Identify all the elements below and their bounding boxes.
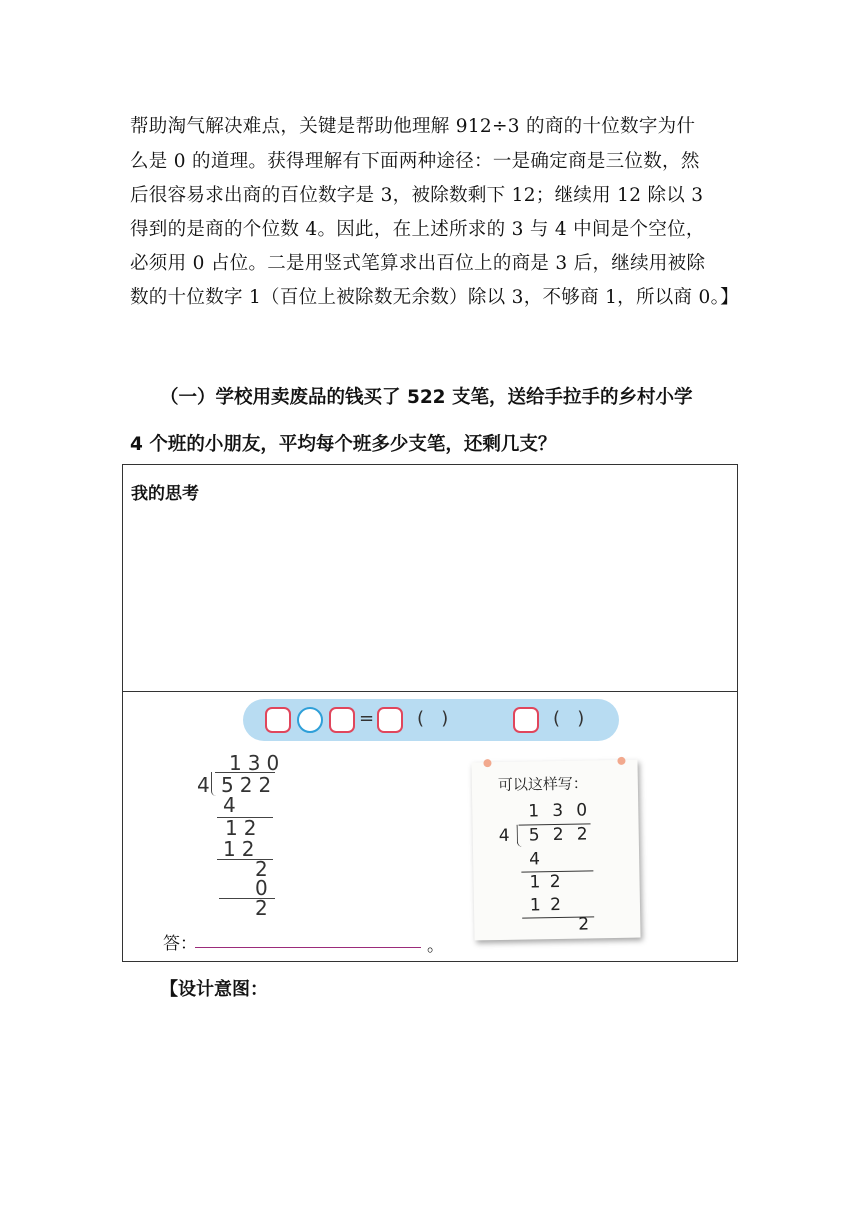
paragraph-line: 后很容易求出商的百位数字是 3，被除数剩下 12；继续用 12 除以 3 — [130, 184, 704, 206]
note-bracket — [517, 825, 522, 847]
note-row: 4 — [528, 849, 541, 870]
note-title: 可以这样写： — [497, 774, 589, 795]
paragraph-line: 必须用 0 占位。二是用竖式笔算求出百位上的商是 3 后，继续用被除 — [130, 252, 706, 274]
pin-icon — [483, 759, 491, 767]
hw-row: 2 — [255, 857, 274, 881]
sample-note-card — [471, 760, 640, 941]
paragraph-line: 得到的是商的个位数 4。因此，在上述所求的 3 与 4 中间是个空位， — [130, 218, 705, 240]
note-quotient-digit: 3 — [552, 800, 564, 822]
paren-blank[interactable]: ( ) — [417, 708, 449, 729]
explanation-paragraph — [130, 110, 740, 315]
note-row: 1 2 — [529, 871, 563, 893]
question-line: 4 个班的小朋友，平均每个班多少支笔，还剩几支？ — [130, 434, 557, 455]
hw-dividend: 522 — [221, 773, 278, 797]
blank-square[interactable] — [265, 707, 291, 733]
answer-blank[interactable] — [195, 947, 421, 948]
hw-row: 2 — [255, 896, 274, 920]
pin-icon — [617, 757, 625, 765]
hw-bracket — [211, 772, 216, 796]
operator-circle[interactable] — [297, 707, 323, 733]
note-divisor: 4 — [498, 825, 510, 846]
blank-square[interactable] — [377, 707, 403, 733]
question-text — [160, 381, 760, 415]
equation-template — [243, 699, 619, 741]
paragraph-line: 么是 0 的道理。获得理解有下面两种途径：一是确定商是三位数，然 — [130, 150, 700, 172]
my-thinking-label: 我的思考 — [131, 484, 199, 504]
paragraph-line: 数的十位数字 1（百位上被除数无余数）除以 3，不够商 1，所以商 0。】 — [130, 286, 739, 308]
equals-sign: = — [359, 708, 375, 729]
hw-row: 4 — [223, 793, 242, 817]
note-row: 1 2 — [529, 894, 564, 916]
note-quotient-digit: 0 — [576, 800, 588, 821]
hw-quotient: 130 — [229, 751, 286, 775]
paragraph-line: 帮助淘气解决难点，关键是帮助他理解 912÷3 的商的十位数字为什 — [130, 116, 696, 137]
note-dividend-digit: 5 — [528, 825, 540, 846]
hw-row: 12 — [225, 816, 263, 840]
hw-divisor: 4 — [197, 773, 216, 797]
paren-blank[interactable]: ( ) — [553, 708, 585, 729]
hw-row: 12 — [223, 837, 261, 861]
answer-label: 答： — [163, 934, 197, 954]
question-text-2 — [130, 428, 750, 462]
note-row: 2 — [578, 914, 590, 935]
hw-row: 0 — [255, 876, 274, 900]
blank-square[interactable] — [513, 707, 539, 733]
blank-square[interactable] — [329, 707, 355, 733]
box-divider — [123, 691, 737, 692]
note-dividend-digit: 2 — [552, 824, 564, 846]
design-intent-label: 【设计意图： — [160, 979, 268, 1000]
note-dividend-digit: 2 — [576, 824, 588, 845]
worksheet-box — [122, 464, 738, 962]
answer-period: 。 — [427, 936, 444, 956]
note-quotient-digit: 1 — [528, 801, 540, 822]
question-line: （一）学校用卖废品的钱买了 522 支笔，送给手拉手的乡村小学 — [160, 387, 693, 408]
